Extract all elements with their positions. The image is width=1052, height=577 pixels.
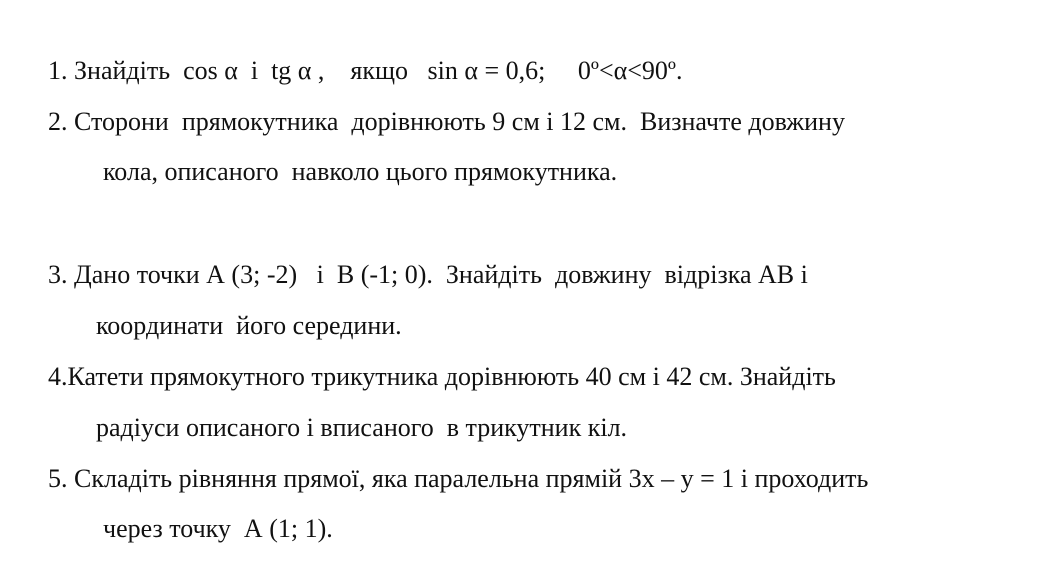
problem-2-line-1: 2. Сторони прямокутника дорівнюють 9 см і 12 см. Визначте довжину: [48, 107, 845, 136]
problem-3-line-2: координати його середини.: [96, 311, 402, 340]
problem-3-line-1: 3. Дано точки А (3; -2) і В (-1; 0). Знайдіть довжину відрізка АВ і: [48, 260, 808, 289]
problem-2-line-2: кола, описаного навколо цього прямокутника.: [103, 157, 618, 186]
problem-5-line-1: 5. Складіть рівняння прямої, яка паралельна прямій 3х – у = 1 і проходить: [48, 464, 869, 493]
problem-4-line-1: 4.Катети прямокутного трикутника дорівнюють 40 см і 42 см. Знайдіть: [48, 362, 836, 391]
problem-4-line-2: радіуси описаного і вписаного в трикутник кіл.: [96, 413, 628, 442]
problem-5-line-2: через точку А (1; 1).: [103, 514, 333, 543]
problem-1-line-1: 1. Знайдіть cos α і tg α , якщо sin α = 0,6; 0º<α<90º.: [48, 56, 683, 85]
